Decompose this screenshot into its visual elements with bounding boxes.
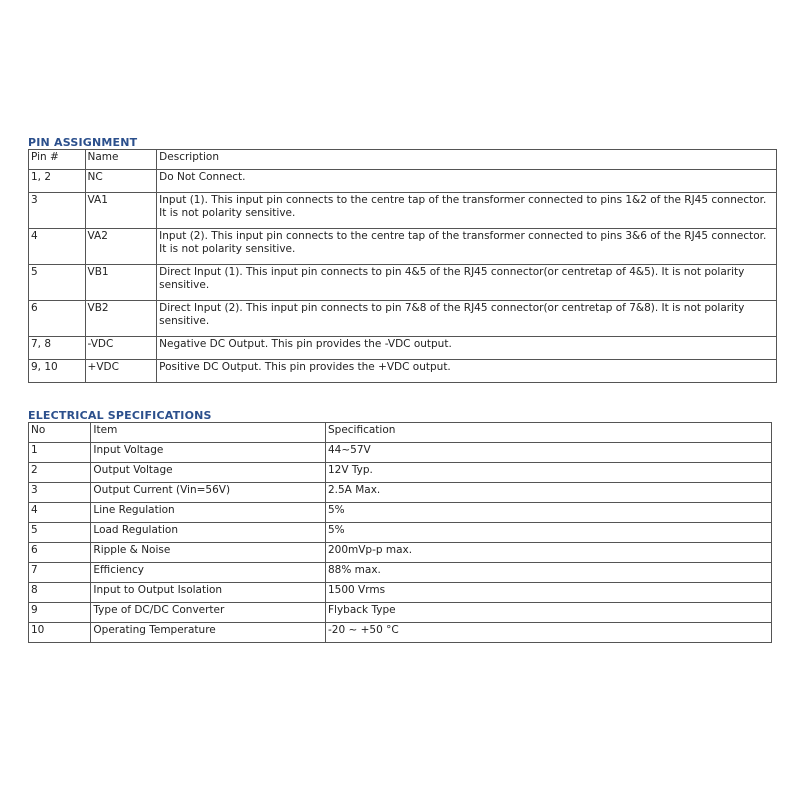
pin-name: -VDC (85, 337, 157, 360)
spec-value: 5% (325, 503, 771, 523)
table-row (29, 623, 772, 643)
spec-item: Operating Temperature (91, 623, 326, 643)
spec-number: 6 (29, 543, 91, 563)
pin-description: Direct Input (1). This input pin connects to pin 4&5 of the RJ45 connector(or centretap of 4&5). It is not polarity sensitive. (157, 265, 777, 301)
table-row (29, 265, 777, 301)
table-row (29, 360, 777, 383)
pin-table-header-row (29, 150, 777, 170)
column-header-specification: Specification (325, 423, 771, 443)
spec-item: Type of DC/DC Converter (91, 603, 326, 623)
pin-description: Direct Input (2). This input pin connects to pin 7&8 of the RJ45 connector(or centretap of 7&8). It is not polarity sensitive. (157, 301, 777, 337)
spec-number: 5 (29, 523, 91, 543)
table-row (29, 229, 777, 265)
table-row (29, 583, 772, 603)
column-header-name: Name (85, 150, 157, 170)
spec-value: -20 ~ +50 °C (325, 623, 771, 643)
spec-item: Efficiency (91, 563, 326, 583)
spec-value: 200mVp-p max. (325, 543, 771, 563)
table-row (29, 563, 772, 583)
pin-number: 9, 10 (29, 360, 86, 383)
spec-number: 10 (29, 623, 91, 643)
electrical-specifications-table (28, 422, 772, 643)
elec-table-header-row (29, 423, 772, 443)
spec-number: 7 (29, 563, 91, 583)
table-row (29, 603, 772, 623)
pin-description: Input (2). This input pin connects to the centre tap of the transformer connected to pins 3&6 of the RJ45 connector. It is not polarity sensitive. (157, 229, 777, 265)
pin-name: VB2 (85, 301, 157, 337)
spec-item: Input Voltage (91, 443, 326, 463)
spec-item: Line Regulation (91, 503, 326, 523)
pin-number: 6 (29, 301, 86, 337)
pin-number: 1, 2 (29, 170, 86, 193)
spec-value: Flyback Type (325, 603, 771, 623)
pin-name: NC (85, 170, 157, 193)
table-row (29, 483, 772, 503)
pin-assignment-table (28, 149, 777, 383)
pin-number: 7, 8 (29, 337, 86, 360)
pin-number: 5 (29, 265, 86, 301)
column-header-no: No (29, 423, 91, 443)
spec-item: Input to Output Isolation (91, 583, 326, 603)
spec-value: 44~57V (325, 443, 771, 463)
table-row (29, 463, 772, 483)
spec-value: 2.5A Max. (325, 483, 771, 503)
column-header-pin: Pin # (29, 150, 86, 170)
spec-value: 5% (325, 523, 771, 543)
pin-description: Negative DC Output. This pin provides the -VDC output. (157, 337, 777, 360)
table-row (29, 443, 772, 463)
table-row (29, 301, 777, 337)
spec-number: 9 (29, 603, 91, 623)
pin-name: VA1 (85, 193, 157, 229)
spec-item: Load Regulation (91, 523, 326, 543)
table-row (29, 503, 772, 523)
column-header-description: Description (157, 150, 777, 170)
pin-number: 3 (29, 193, 86, 229)
spec-number: 4 (29, 503, 91, 523)
pin-assignment-title: PIN ASSIGNMENT (28, 136, 138, 149)
spec-number: 1 (29, 443, 91, 463)
column-header-item: Item (91, 423, 326, 443)
pin-description: Input (1). This input pin connects to the centre tap of the transformer connected to pins 1&2 of the RJ45 connector. It is not polarity sensitive. (157, 193, 777, 229)
pin-description: Do Not Connect. (157, 170, 777, 193)
spec-value: 12V Typ. (325, 463, 771, 483)
spec-number: 8 (29, 583, 91, 603)
spec-value: 88% max. (325, 563, 771, 583)
table-row (29, 170, 777, 193)
pin-name: +VDC (85, 360, 157, 383)
spec-item: Ripple & Noise (91, 543, 326, 563)
spec-number: 2 (29, 463, 91, 483)
pin-description: Positive DC Output. This pin provides the +VDC output. (157, 360, 777, 383)
table-row (29, 193, 777, 229)
table-row (29, 337, 777, 360)
table-row (29, 523, 772, 543)
pin-name: VB1 (85, 265, 157, 301)
spec-value: 1500 Vrms (325, 583, 771, 603)
spec-item: Output Voltage (91, 463, 326, 483)
spec-number: 3 (29, 483, 91, 503)
table-row (29, 543, 772, 563)
electrical-specifications-title: ELECTRICAL SPECIFICATIONS (28, 409, 212, 422)
pin-number: 4 (29, 229, 86, 265)
pin-name: VA2 (85, 229, 157, 265)
spec-item: Output Current (Vin=56V) (91, 483, 326, 503)
